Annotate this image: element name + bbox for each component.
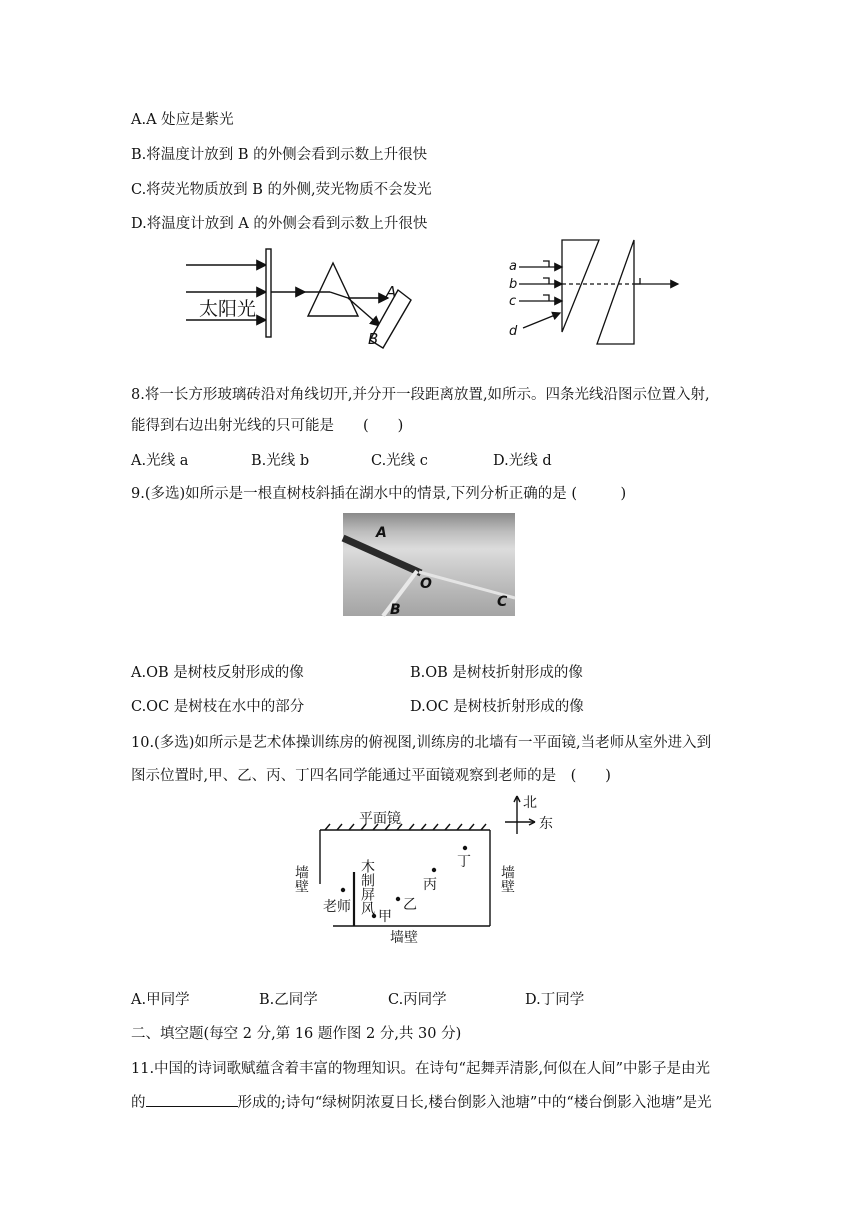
q8-stem-line2: 能得到右边出射光线的只可能是 ( ) (131, 418, 404, 434)
q10-option-d: D.丁同学 (525, 992, 585, 1008)
left-wall-label: 墙壁 (293, 865, 309, 893)
ray-d-label: d (509, 324, 518, 339)
screen-label: 木制屏风 (359, 859, 375, 915)
q11-line2-pre: 的 (131, 1095, 146, 1111)
student-yi-label: 乙 (403, 897, 417, 913)
bottom-wall-label: 墙壁 (390, 930, 418, 946)
q10-option-a: A.甲同学 (131, 992, 190, 1008)
photo-label-b: B (390, 602, 401, 618)
q7-option-a: A.A 处应是紫光 (131, 112, 234, 128)
east-label: 东 (539, 816, 553, 832)
right-wall-label: 墙壁 (499, 865, 515, 893)
ray-a-label: a (509, 259, 517, 274)
q7-option-b: B.将温度计放到 B 的外侧会看到示数上升很快 (131, 147, 428, 163)
prism-label-b: B (368, 330, 379, 348)
prism-figure (180, 246, 420, 352)
answer-blank[interactable] (146, 1092, 238, 1107)
q11-stem-line2 (131, 1092, 712, 1113)
glass-block-figure (503, 236, 683, 348)
north-label: 北 (523, 795, 537, 811)
prism-label-a: A (386, 283, 397, 301)
photo-label-a: A (376, 525, 387, 541)
branch-water-photo (343, 513, 515, 616)
q8-stem-line1: 8.将一长方形玻璃砖沿对角线切开,并分开一段距离放置,如所示。四条光线沿图示位置入射, (131, 387, 710, 403)
q9-option-c: C.OC 是树枝在水中的部分 (131, 699, 305, 715)
q9-stem: 9.(多选)如所示是一根直树枝斜插在湖水中的情景,下列分析正确的是 ( ) (131, 486, 627, 502)
photo-label-o: O (420, 576, 432, 592)
photo-label-c: C (497, 594, 508, 610)
q9-option-d: D.OC 是树枝折射形成的像 (410, 699, 584, 715)
q10-option-b: B.乙同学 (259, 992, 318, 1008)
student-ding-label: 丁 (457, 854, 471, 870)
q7-option-d: D.将温度计放到 A 的外侧会看到示数上升很快 (131, 216, 428, 232)
ray-c-label: c (509, 294, 517, 309)
q8-option-d: D.光线 d (493, 453, 552, 469)
q7-option-c: C.将荧光物质放到 B 的外侧,荧光物质不会发光 (131, 182, 432, 198)
q9-option-a: A.OB 是树枝反射形成的像 (131, 665, 304, 681)
q8-option-a: A.光线 a (131, 453, 189, 469)
q10-stem-line1: 10.(多选)如所示是艺术体操训练房的俯视图,训练房的北墙有一平面镜,当老师从室外进入到 (131, 735, 712, 751)
mirror-label: 平面镜 (359, 811, 401, 827)
student-bing-label: 丙 (423, 877, 437, 893)
student-jia-label: 甲 (378, 909, 392, 925)
q11-stem-line1: 11.中国的诗词歌赋蕴含着丰富的物理知识。在诗句“起舞弄清影,何似在人间”中影子是由光 (131, 1061, 710, 1077)
q11-line2-post: 形成的;诗句“绿树阴浓夏日长,楼台倒影入池塘”中的“楼台倒影入池塘”是光 (237, 1095, 712, 1111)
q8-option-c: C.光线 c (371, 453, 428, 469)
ray-b-label: b (509, 277, 518, 292)
section-title: 二、填空题(每空 2 分,第 16 题作图 2 分,共 30 分) (131, 1026, 462, 1042)
gym-floor-plan-figure (295, 792, 575, 952)
sunlight-label: 太阳光 (199, 298, 257, 320)
teacher-label: 老师 (323, 899, 351, 915)
q10-stem-line2: 图示位置时,甲、乙、丙、丁四名同学能通过平面镜观察到老师的是 ( ) (131, 768, 611, 784)
q8-option-b: B.光线 b (251, 453, 310, 469)
q10-option-c: C.丙同学 (388, 992, 447, 1008)
q9-option-b: B.OB 是树枝折射形成的像 (410, 665, 583, 681)
